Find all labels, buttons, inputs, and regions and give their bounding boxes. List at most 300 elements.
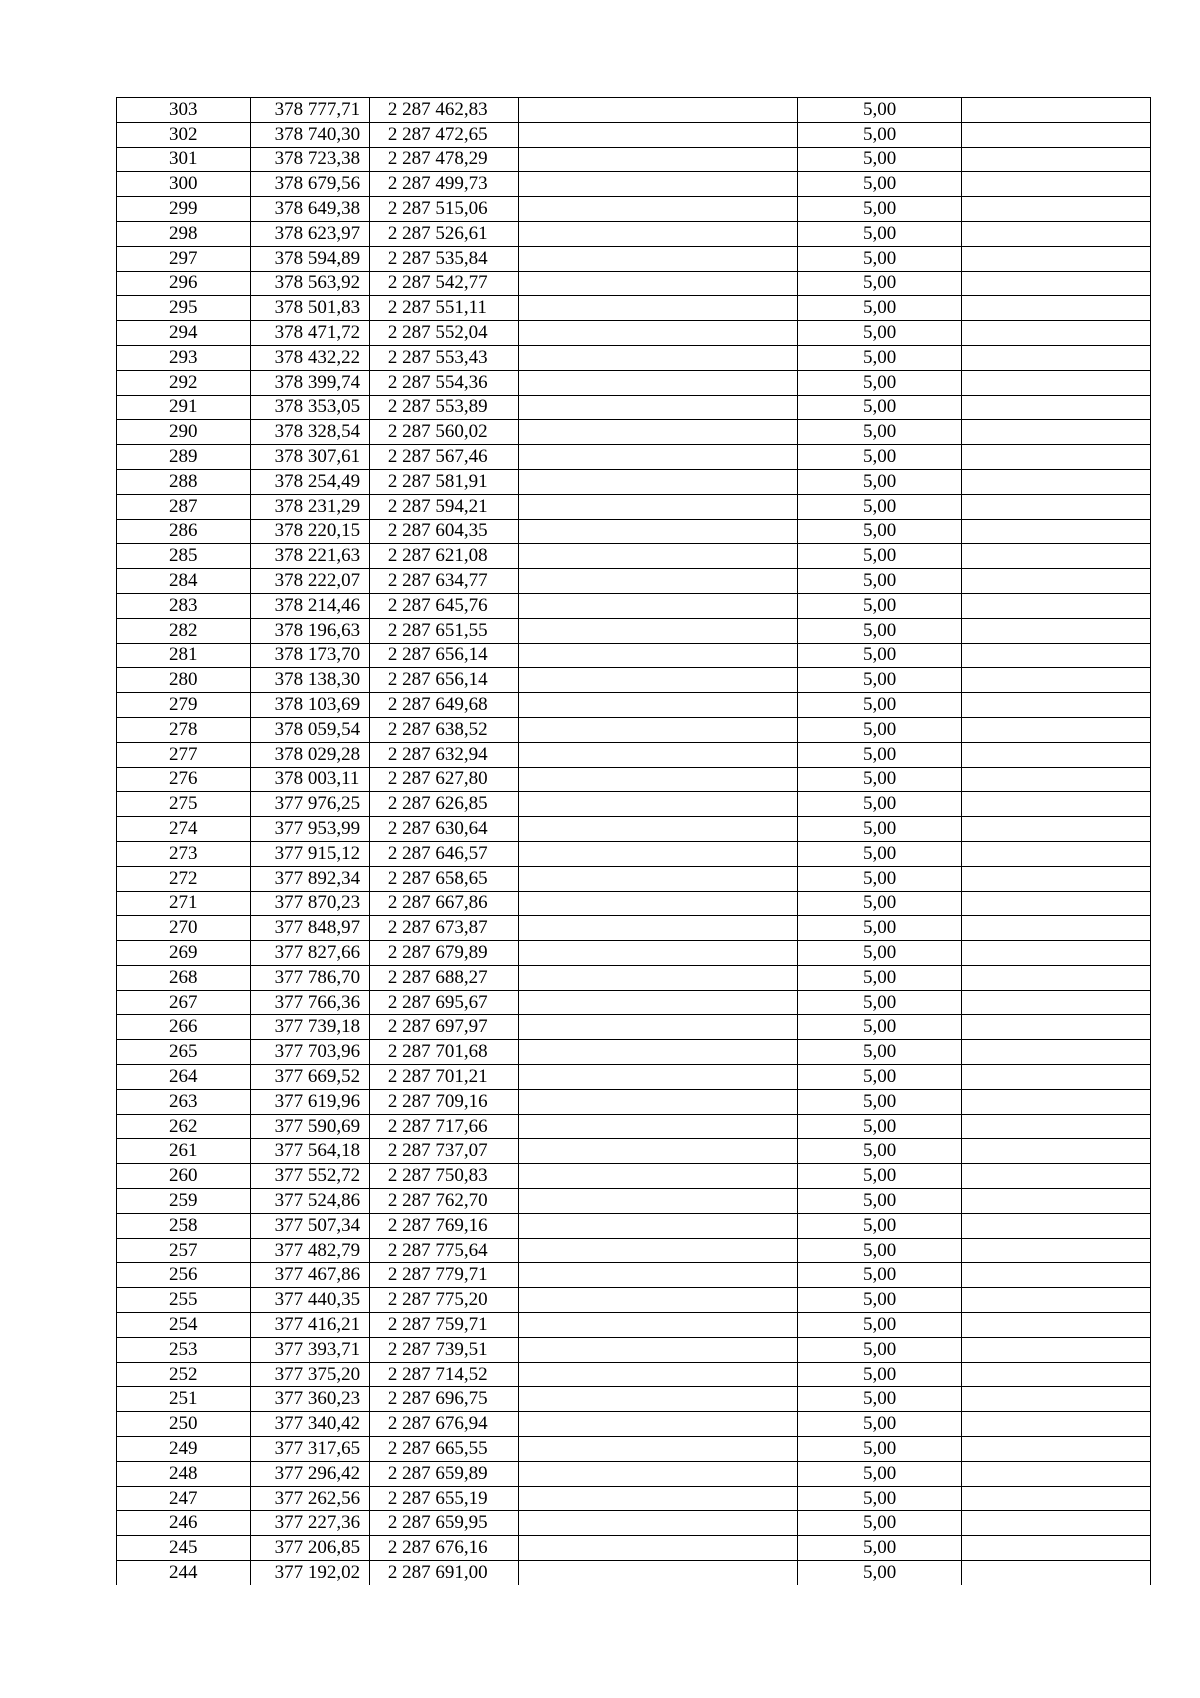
empty-cell (518, 1164, 798, 1189)
value-cell: 5,00 (798, 618, 961, 643)
x-coordinate-cell: 377 976,25 (250, 792, 369, 817)
table-row (117, 569, 1151, 594)
table-row (117, 817, 1151, 842)
table-row (117, 1288, 1151, 1313)
x-coordinate-cell: 377 340,42 (250, 1412, 369, 1437)
x-coordinate-cell: 378 353,05 (250, 395, 369, 420)
empty-cell (518, 345, 798, 370)
point-number-cell: 300 (117, 172, 251, 197)
empty-cell (961, 1437, 1150, 1462)
value-cell: 5,00 (798, 246, 961, 271)
x-coordinate-cell: 378 399,74 (250, 370, 369, 395)
table-row (117, 494, 1151, 519)
table-row (117, 618, 1151, 643)
value-cell: 5,00 (798, 1412, 961, 1437)
table-row (117, 1511, 1151, 1536)
y-coordinate-cell: 2 287 551,11 (369, 296, 518, 321)
x-coordinate-cell: 378 029,28 (250, 742, 369, 767)
point-number-cell: 294 (117, 321, 251, 346)
point-number-cell: 255 (117, 1288, 251, 1313)
value-cell: 5,00 (798, 519, 961, 544)
empty-cell (961, 172, 1150, 197)
x-coordinate-cell: 377 524,86 (250, 1189, 369, 1214)
table-row (117, 544, 1151, 569)
empty-cell (518, 990, 798, 1015)
empty-cell (518, 569, 798, 594)
empty-cell (518, 1114, 798, 1139)
empty-cell (961, 866, 1150, 891)
value-cell: 5,00 (798, 321, 961, 346)
empty-cell (518, 1263, 798, 1288)
table-row (117, 1461, 1151, 1486)
value-cell: 5,00 (798, 643, 961, 668)
point-number-cell: 289 (117, 445, 251, 470)
table-row (117, 221, 1151, 246)
x-coordinate-cell: 377 870,23 (250, 891, 369, 916)
table-row (117, 990, 1151, 1015)
point-number-cell: 273 (117, 841, 251, 866)
y-coordinate-cell: 2 287 659,89 (369, 1461, 518, 1486)
empty-cell (961, 569, 1150, 594)
x-coordinate-cell: 378 103,69 (250, 693, 369, 718)
empty-cell (518, 445, 798, 470)
value-cell: 5,00 (798, 916, 961, 941)
x-coordinate-cell: 377 669,52 (250, 1065, 369, 1090)
x-coordinate-cell: 377 262,56 (250, 1486, 369, 1511)
empty-cell (518, 1015, 798, 1040)
empty-cell (961, 370, 1150, 395)
empty-cell (518, 817, 798, 842)
x-coordinate-cell: 377 827,66 (250, 941, 369, 966)
empty-cell (518, 593, 798, 618)
value-cell: 5,00 (798, 1139, 961, 1164)
y-coordinate-cell: 2 287 567,46 (369, 445, 518, 470)
point-number-cell: 257 (117, 1238, 251, 1263)
y-coordinate-cell: 2 287 560,02 (369, 420, 518, 445)
x-coordinate-cell: 377 619,96 (250, 1089, 369, 1114)
value-cell: 5,00 (798, 345, 961, 370)
point-number-cell: 261 (117, 1139, 251, 1164)
value-cell: 5,00 (798, 1089, 961, 1114)
value-cell: 5,00 (798, 1015, 961, 1040)
y-coordinate-cell: 2 287 535,84 (369, 246, 518, 271)
empty-cell (518, 494, 798, 519)
empty-cell (518, 469, 798, 494)
table-row (117, 1337, 1151, 1362)
value-cell: 5,00 (798, 370, 961, 395)
empty-cell (518, 1437, 798, 1462)
empty-cell (961, 668, 1150, 693)
y-coordinate-cell: 2 287 604,35 (369, 519, 518, 544)
y-coordinate-cell: 2 287 655,19 (369, 1486, 518, 1511)
empty-cell (518, 1288, 798, 1313)
value-cell: 5,00 (798, 866, 961, 891)
x-coordinate-cell: 377 375,20 (250, 1362, 369, 1387)
empty-cell (961, 1238, 1150, 1263)
table-row (117, 916, 1151, 941)
table-row (117, 345, 1151, 370)
empty-cell (961, 544, 1150, 569)
empty-cell (961, 1362, 1150, 1387)
empty-cell (961, 1040, 1150, 1065)
point-number-cell: 283 (117, 593, 251, 618)
point-number-cell: 302 (117, 122, 251, 147)
y-coordinate-cell: 2 287 499,73 (369, 172, 518, 197)
empty-cell (961, 1561, 1150, 1585)
point-number-cell: 262 (117, 1114, 251, 1139)
empty-cell (518, 941, 798, 966)
empty-cell (518, 519, 798, 544)
point-number-cell: 301 (117, 147, 251, 172)
point-number-cell: 266 (117, 1015, 251, 1040)
empty-cell (961, 147, 1150, 172)
value-cell: 5,00 (798, 469, 961, 494)
empty-cell (961, 965, 1150, 990)
table-row (117, 891, 1151, 916)
table-row (117, 941, 1151, 966)
x-coordinate-cell: 377 786,70 (250, 965, 369, 990)
table-row (117, 1238, 1151, 1263)
x-coordinate-cell: 377 192,02 (250, 1561, 369, 1585)
table-row (117, 1362, 1151, 1387)
point-number-cell: 268 (117, 965, 251, 990)
empty-cell (518, 296, 798, 321)
x-coordinate-cell: 378 173,70 (250, 643, 369, 668)
value-cell: 5,00 (798, 395, 961, 420)
empty-cell (518, 1461, 798, 1486)
y-coordinate-cell: 2 287 621,08 (369, 544, 518, 569)
x-coordinate-cell: 377 360,23 (250, 1387, 369, 1412)
table-row (117, 792, 1151, 817)
empty-cell (961, 1015, 1150, 1040)
y-coordinate-cell: 2 287 759,71 (369, 1313, 518, 1338)
y-coordinate-cell: 2 287 554,36 (369, 370, 518, 395)
value-cell: 5,00 (798, 1437, 961, 1462)
point-number-cell: 272 (117, 866, 251, 891)
empty-cell (961, 1263, 1150, 1288)
y-coordinate-cell: 2 287 697,97 (369, 1015, 518, 1040)
y-coordinate-cell: 2 287 779,71 (369, 1263, 518, 1288)
empty-cell (961, 990, 1150, 1015)
y-coordinate-cell: 2 287 717,66 (369, 1114, 518, 1139)
y-coordinate-cell: 2 287 762,70 (369, 1189, 518, 1214)
point-number-cell: 271 (117, 891, 251, 916)
value-cell: 5,00 (798, 817, 961, 842)
empty-cell (961, 395, 1150, 420)
value-cell: 5,00 (798, 1040, 961, 1065)
x-coordinate-cell: 378 594,89 (250, 246, 369, 271)
empty-cell (518, 544, 798, 569)
y-coordinate-cell: 2 287 553,89 (369, 395, 518, 420)
empty-cell (518, 841, 798, 866)
empty-cell (518, 792, 798, 817)
y-coordinate-cell: 2 287 701,21 (369, 1065, 518, 1090)
point-number-cell: 293 (117, 345, 251, 370)
point-number-cell: 252 (117, 1362, 251, 1387)
table-row (117, 1015, 1151, 1040)
y-coordinate-cell: 2 287 645,76 (369, 593, 518, 618)
table-row (117, 593, 1151, 618)
point-number-cell: 264 (117, 1065, 251, 1090)
point-number-cell: 277 (117, 742, 251, 767)
x-coordinate-cell: 377 482,79 (250, 1238, 369, 1263)
empty-cell (961, 1139, 1150, 1164)
y-coordinate-cell: 2 287 695,67 (369, 990, 518, 1015)
empty-cell (961, 246, 1150, 271)
empty-cell (518, 98, 798, 123)
table-row (117, 147, 1151, 172)
table-row (117, 321, 1151, 346)
point-number-cell: 263 (117, 1089, 251, 1114)
empty-cell (961, 643, 1150, 668)
y-coordinate-cell: 2 287 709,16 (369, 1089, 518, 1114)
value-cell: 5,00 (798, 420, 961, 445)
value-cell: 5,00 (798, 1461, 961, 1486)
x-coordinate-cell: 378 138,30 (250, 668, 369, 693)
value-cell: 5,00 (798, 98, 961, 123)
empty-cell (961, 1337, 1150, 1362)
point-number-cell: 276 (117, 767, 251, 792)
value-cell: 5,00 (798, 445, 961, 470)
y-coordinate-cell: 2 287 658,65 (369, 866, 518, 891)
empty-cell (961, 1461, 1150, 1486)
empty-cell (961, 445, 1150, 470)
y-coordinate-cell: 2 287 775,20 (369, 1288, 518, 1313)
empty-cell (961, 593, 1150, 618)
value-cell: 5,00 (798, 1288, 961, 1313)
value-cell: 5,00 (798, 1189, 961, 1214)
x-coordinate-cell: 378 214,46 (250, 593, 369, 618)
x-coordinate-cell: 378 563,92 (250, 271, 369, 296)
table-row (117, 122, 1151, 147)
table-row (117, 1189, 1151, 1214)
empty-cell (961, 1065, 1150, 1090)
value-cell: 5,00 (798, 965, 961, 990)
point-number-cell: 253 (117, 1337, 251, 1362)
empty-cell (961, 98, 1150, 123)
point-number-cell: 296 (117, 271, 251, 296)
y-coordinate-cell: 2 287 673,87 (369, 916, 518, 941)
y-coordinate-cell: 2 287 737,07 (369, 1139, 518, 1164)
table-row (117, 271, 1151, 296)
y-coordinate-cell: 2 287 667,86 (369, 891, 518, 916)
point-number-cell: 299 (117, 197, 251, 222)
x-coordinate-cell: 378 222,07 (250, 569, 369, 594)
x-coordinate-cell: 377 296,42 (250, 1461, 369, 1486)
table-row (117, 1213, 1151, 1238)
y-coordinate-cell: 2 287 634,77 (369, 569, 518, 594)
point-number-cell: 245 (117, 1536, 251, 1561)
y-coordinate-cell: 2 287 638,52 (369, 717, 518, 742)
table-row (117, 1114, 1151, 1139)
x-coordinate-cell: 377 590,69 (250, 1114, 369, 1139)
value-cell: 5,00 (798, 1114, 961, 1139)
empty-cell (518, 916, 798, 941)
x-coordinate-cell: 378 471,72 (250, 321, 369, 346)
table-row (117, 1313, 1151, 1338)
value-cell: 5,00 (798, 593, 961, 618)
x-coordinate-cell: 378 623,97 (250, 221, 369, 246)
y-coordinate-cell: 2 287 714,52 (369, 1362, 518, 1387)
point-number-cell: 244 (117, 1561, 251, 1585)
table-row (117, 1412, 1151, 1437)
value-cell: 5,00 (798, 767, 961, 792)
point-number-cell: 280 (117, 668, 251, 693)
value-cell: 5,00 (798, 271, 961, 296)
point-number-cell: 303 (117, 98, 251, 123)
empty-cell (518, 122, 798, 147)
empty-cell (961, 1412, 1150, 1437)
empty-cell (961, 1089, 1150, 1114)
table-row (117, 767, 1151, 792)
empty-cell (961, 916, 1150, 941)
value-cell: 5,00 (798, 1362, 961, 1387)
table-row (117, 1536, 1151, 1561)
x-coordinate-cell: 377 739,18 (250, 1015, 369, 1040)
coordinates-table-body (117, 98, 1151, 1585)
table-row (117, 469, 1151, 494)
empty-cell (518, 717, 798, 742)
empty-cell (961, 1313, 1150, 1338)
point-number-cell: 286 (117, 519, 251, 544)
empty-cell (961, 717, 1150, 742)
x-coordinate-cell: 378 432,22 (250, 345, 369, 370)
table-row (117, 519, 1151, 544)
empty-cell (961, 618, 1150, 643)
value-cell: 5,00 (798, 1486, 961, 1511)
point-number-cell: 279 (117, 693, 251, 718)
table-row (117, 370, 1151, 395)
x-coordinate-cell: 377 915,12 (250, 841, 369, 866)
empty-cell (518, 321, 798, 346)
empty-cell (518, 1412, 798, 1437)
y-coordinate-cell: 2 287 769,16 (369, 1213, 518, 1238)
table-row (117, 98, 1151, 123)
y-coordinate-cell: 2 287 665,55 (369, 1437, 518, 1462)
value-cell: 5,00 (798, 1238, 961, 1263)
empty-cell (961, 221, 1150, 246)
y-coordinate-cell: 2 287 656,14 (369, 643, 518, 668)
y-coordinate-cell: 2 287 594,21 (369, 494, 518, 519)
y-coordinate-cell: 2 287 739,51 (369, 1337, 518, 1362)
x-coordinate-cell: 377 848,97 (250, 916, 369, 941)
y-coordinate-cell: 2 287 701,68 (369, 1040, 518, 1065)
empty-cell (961, 1288, 1150, 1313)
y-coordinate-cell: 2 287 775,64 (369, 1238, 518, 1263)
empty-cell (518, 1387, 798, 1412)
value-cell: 5,00 (798, 221, 961, 246)
empty-cell (518, 1362, 798, 1387)
table-row (117, 296, 1151, 321)
point-number-cell: 298 (117, 221, 251, 246)
empty-cell (518, 1089, 798, 1114)
table-row (117, 1139, 1151, 1164)
value-cell: 5,00 (798, 1387, 961, 1412)
empty-cell (518, 420, 798, 445)
x-coordinate-cell: 378 059,54 (250, 717, 369, 742)
empty-cell (961, 841, 1150, 866)
value-cell: 5,00 (798, 569, 961, 594)
x-coordinate-cell: 377 440,35 (250, 1288, 369, 1313)
empty-cell (961, 321, 1150, 346)
empty-cell (518, 1139, 798, 1164)
table-row (117, 1263, 1151, 1288)
value-cell: 5,00 (798, 1164, 961, 1189)
point-number-cell: 281 (117, 643, 251, 668)
point-number-cell: 258 (117, 1213, 251, 1238)
value-cell: 5,00 (798, 1213, 961, 1238)
value-cell: 5,00 (798, 1337, 961, 1362)
point-number-cell: 278 (117, 717, 251, 742)
y-coordinate-cell: 2 287 542,77 (369, 271, 518, 296)
empty-cell (961, 742, 1150, 767)
y-coordinate-cell: 2 287 688,27 (369, 965, 518, 990)
x-coordinate-cell: 377 552,72 (250, 1164, 369, 1189)
point-number-cell: 247 (117, 1486, 251, 1511)
y-coordinate-cell: 2 287 649,68 (369, 693, 518, 718)
x-coordinate-cell: 377 206,85 (250, 1536, 369, 1561)
point-number-cell: 275 (117, 792, 251, 817)
empty-cell (961, 792, 1150, 817)
empty-cell (518, 395, 798, 420)
empty-cell (961, 1213, 1150, 1238)
empty-cell (961, 345, 1150, 370)
y-coordinate-cell: 2 287 679,89 (369, 941, 518, 966)
empty-cell (961, 1486, 1150, 1511)
table-row (117, 420, 1151, 445)
y-coordinate-cell: 2 287 676,16 (369, 1536, 518, 1561)
point-number-cell: 265 (117, 1040, 251, 1065)
value-cell: 5,00 (798, 1313, 961, 1338)
x-coordinate-cell: 377 766,36 (250, 990, 369, 1015)
table-row (117, 197, 1151, 222)
x-coordinate-cell: 378 679,56 (250, 172, 369, 197)
x-coordinate-cell: 378 196,63 (250, 618, 369, 643)
x-coordinate-cell: 377 467,86 (250, 1263, 369, 1288)
point-number-cell: 270 (117, 916, 251, 941)
y-coordinate-cell: 2 287 632,94 (369, 742, 518, 767)
empty-cell (961, 1164, 1150, 1189)
y-coordinate-cell: 2 287 646,57 (369, 841, 518, 866)
x-coordinate-cell: 378 723,38 (250, 147, 369, 172)
table-row (117, 965, 1151, 990)
empty-cell (518, 1561, 798, 1585)
table-row (117, 172, 1151, 197)
y-coordinate-cell: 2 287 553,43 (369, 345, 518, 370)
point-number-cell: 292 (117, 370, 251, 395)
table-row (117, 1561, 1151, 1585)
value-cell: 5,00 (798, 693, 961, 718)
x-coordinate-cell: 378 740,30 (250, 122, 369, 147)
empty-cell (518, 147, 798, 172)
empty-cell (961, 1511, 1150, 1536)
empty-cell (518, 1536, 798, 1561)
point-number-cell: 287 (117, 494, 251, 519)
value-cell: 5,00 (798, 197, 961, 222)
y-coordinate-cell: 2 287 696,75 (369, 1387, 518, 1412)
y-coordinate-cell: 2 287 627,80 (369, 767, 518, 792)
y-coordinate-cell: 2 287 472,65 (369, 122, 518, 147)
empty-cell (518, 1313, 798, 1338)
x-coordinate-cell: 377 703,96 (250, 1040, 369, 1065)
empty-cell (961, 122, 1150, 147)
y-coordinate-cell: 2 287 651,55 (369, 618, 518, 643)
empty-cell (961, 891, 1150, 916)
value-cell: 5,00 (798, 792, 961, 817)
empty-cell (518, 172, 798, 197)
point-number-cell: 246 (117, 1511, 251, 1536)
point-number-cell: 259 (117, 1189, 251, 1214)
